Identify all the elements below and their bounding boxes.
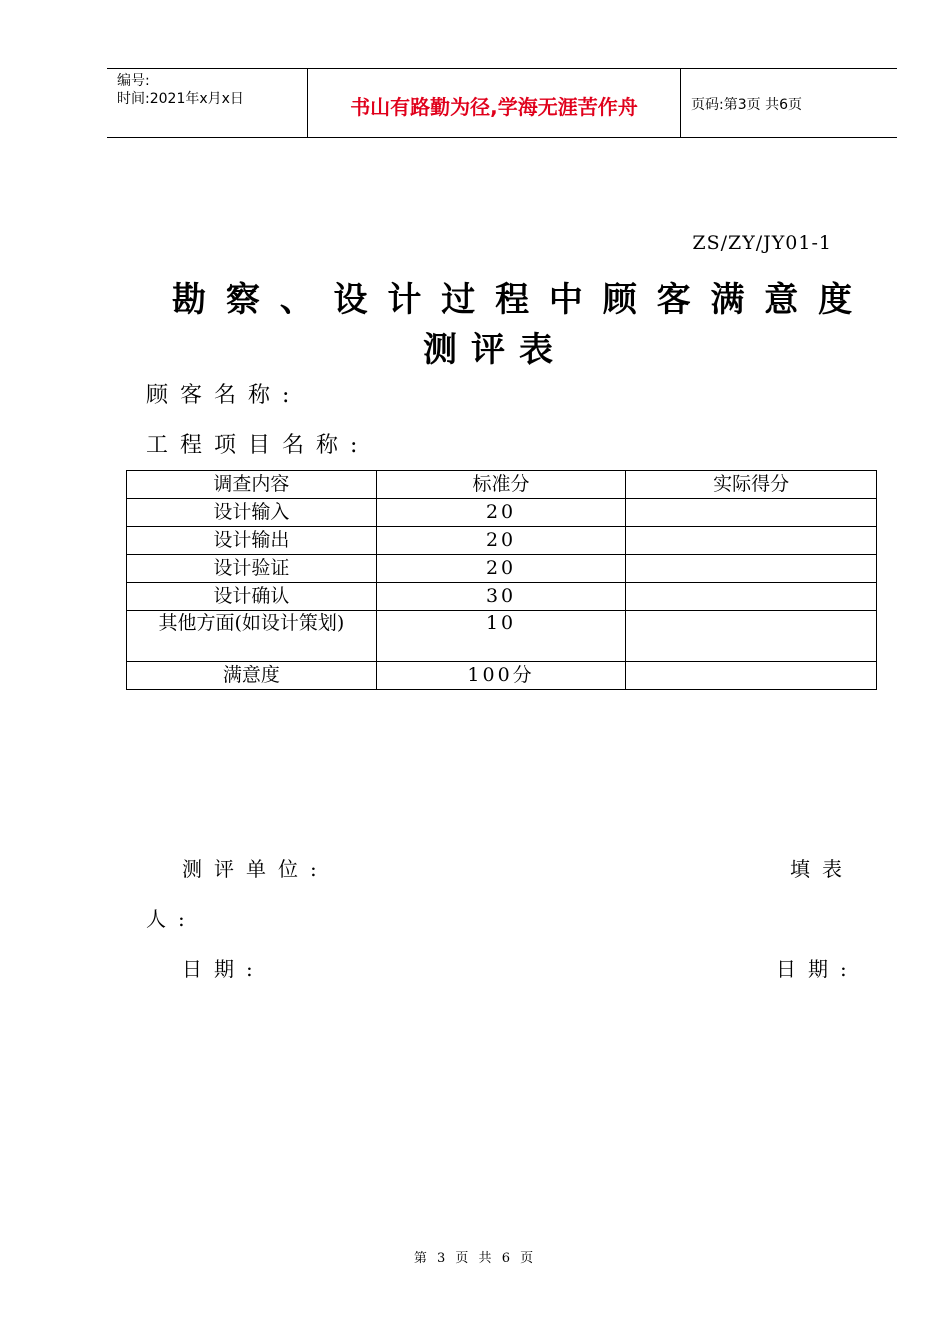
filler-label-part2: 人: <box>146 907 197 931</box>
header-meta-cell <box>107 69 308 137</box>
page-info: 页码:第3页 共6页 <box>691 97 802 113</box>
item-cell: 设计输出 <box>127 527 377 555</box>
title-line-2: 测评表 <box>423 330 567 370</box>
table-row <box>127 555 877 583</box>
header-page-cell <box>681 69 897 137</box>
actual-score-cell[interactable] <box>626 555 877 583</box>
actual-score-cell[interactable] <box>626 662 877 690</box>
table-row <box>127 527 877 555</box>
column-header-standard-score: 标准分 <box>376 471 626 499</box>
item-cell: 设计输入 <box>127 499 377 527</box>
standard-score-cell: 100分 <box>376 662 626 690</box>
header-motto-cell <box>308 69 681 137</box>
document-code: ZS/ZY/JY01-1 <box>692 232 832 254</box>
standard-score-cell: 20 <box>376 527 626 555</box>
table-row <box>127 499 877 527</box>
item-cell: 其他方面(如设计策划) <box>127 611 377 662</box>
page-header <box>107 68 897 138</box>
actual-score-cell[interactable] <box>626 527 877 555</box>
date-label-right: 日期: <box>776 957 859 981</box>
standard-score-cell: 10 <box>376 611 626 662</box>
actual-score-cell[interactable] <box>626 611 877 662</box>
actual-score-cell[interactable] <box>626 499 877 527</box>
actual-score-cell[interactable] <box>626 583 877 611</box>
number-label: 编号: <box>117 73 150 89</box>
column-header-item: 调查内容 <box>127 471 377 499</box>
customer-name-label: 顾客名称: <box>146 383 302 408</box>
standard-score-cell: 20 <box>376 555 626 583</box>
table-row <box>127 611 877 662</box>
evaluation-unit-label: 测评单位: <box>182 857 329 881</box>
table-row <box>127 583 877 611</box>
table-row <box>127 662 877 690</box>
date-label-left: 日期: <box>182 957 265 981</box>
item-cell: 设计确认 <box>127 583 377 611</box>
page-number: 第 3 页 共 6 页 <box>413 1251 537 1266</box>
filler-label-part1: 填表 <box>790 857 854 881</box>
motto-text: 书山有路勤为径,学海无涯苦作舟 <box>350 95 638 119</box>
project-name-label: 工程项目名称: <box>146 433 370 458</box>
item-cell: 满意度 <box>127 662 377 690</box>
time-label: 时间:2021年x月x日 <box>117 91 244 107</box>
column-header-actual-score: 实际得分 <box>626 471 877 499</box>
standard-score-cell: 30 <box>376 583 626 611</box>
item-cell: 设计验证 <box>127 555 377 583</box>
satisfaction-table <box>126 470 877 690</box>
table-header-row <box>127 471 877 499</box>
standard-score-cell: 20 <box>376 499 626 527</box>
title-line-1: 勘 察 、 设 计 过 程 中 顾 客 满 意 度 <box>172 280 853 320</box>
